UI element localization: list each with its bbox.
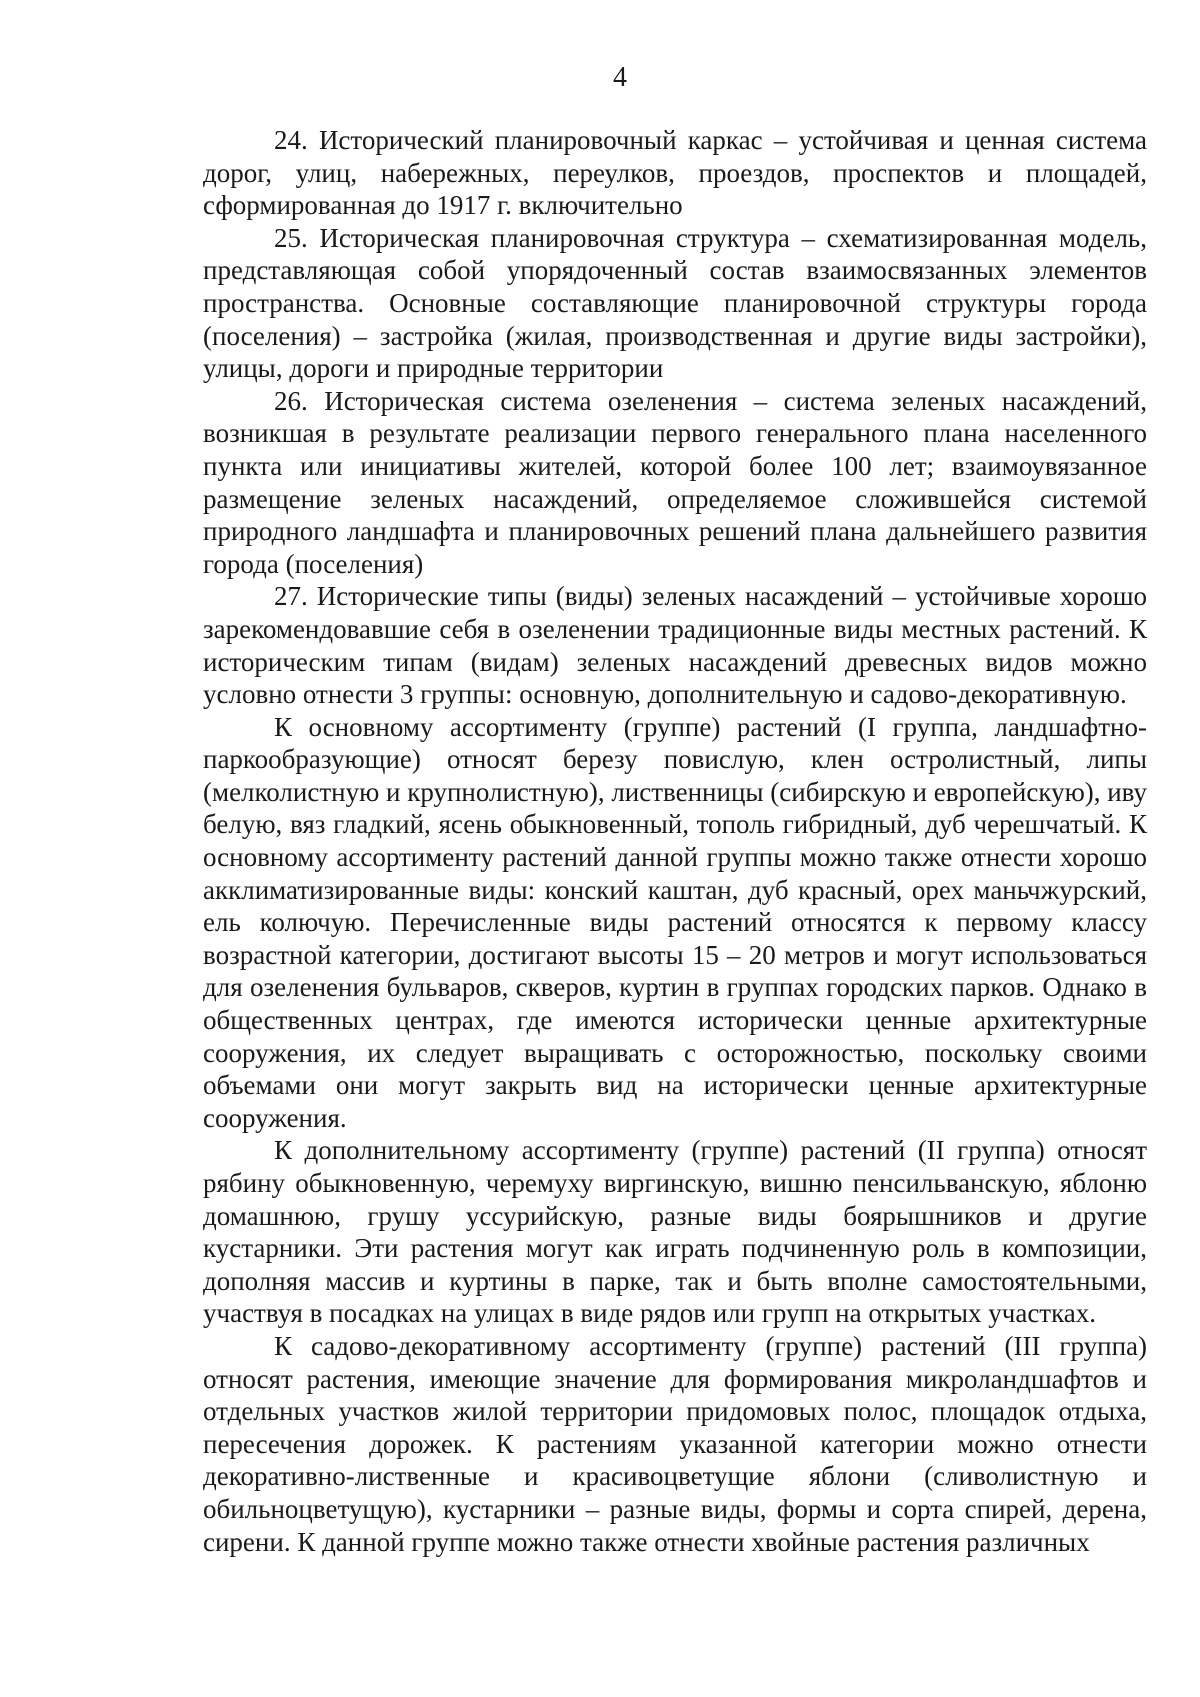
document-body (203, 124, 1147, 1558)
paragraph-group-2: К дополнительному ассортименту (группе) растений (II группа) относят рябину обыкновенную, черемуху виргинскую, вишню пенсильванскую, яблоню домашнюю, грушу уссурийскую, разные виды боярышников и другие кустарники. Эти растения могут как играть подчиненную роль в композиции, дополняя массив и куртины в парке, так и быть вполне самостоятельными, участвуя в посадках на улицах в виде рядов или групп на открытых участках. (203, 1135, 1147, 1329)
paragraph-group-3: К садово-декоративному ассортименту (группе) растений (III группа) относят растения, имеющие значение для формирования микроландшафтов и отдельных участков жилой территории придомовых полос, площадок отдыха, пересечения дорожек. К растениям указанной категории можно отнести декоративно-лиственные и красивоцветущие яблони (сливолистную и обильноцветущую), кустарники – разные виды, формы и сорта спирей, дерена, сирени. К данной группе можно также отнести хвойные растения различных (203, 1330, 1147, 1557)
paragraph-27: 27. Исторические типы (виды) зеленых насаждений – устойчивые хорошо зарекомендовавшие себя в озеленении традиционные виды местных растений. К историческим типам (видам) зеленых насаждений древесных видов можно условно отнести 3 группы: основную, дополнительную и садово-декоративную. (203, 581, 1147, 710)
paragraph-group-1: К основному ассортименту (группе) растений (I группа, ландшафтно-паркообразующие) относят березу повислую, клен остролистный, липы (мелколистную и крупнолистную), лиственницы (сибирскую и европейскую), иву белую, вяз гладкий, ясень обыкновенный, тополь гибридный, дуб черешчатый. К основному ассортименту растений данной группы можно также отнести хорошо акклиматизированные виды: конский каштан, дуб красный, орех маньчжурский, ель колючую. Перечисленные виды растений относятся к первому классу возрастной категории, достигают высоты 15 – 20 метров и могут использоваться для озеленения бульваров, скверов, куртин в группах городских парков. Однако в общественных центрах, где имеются исторически ценные архитектурные сооружения, их следует выращивать с осторожностью, поскольку своими объемами они могут закрыть вид на исторически ценные архитектурные сооружения. (203, 711, 1148, 1133)
page-number: 4 (613, 62, 627, 93)
paragraph-24: 24. Исторический планировочный каркас – устойчивая и ценная система дорог, улиц, набережных, переулков, проездов, проспектов и площадей, сформированная до 1917 г. включительно (203, 125, 1147, 221)
paragraph-26: 26. Историческая система озеленения – система зеленых насаждений, возникшая в результате реализации первого генерального плана населенного пункта или инициативы жителей, которой более 100 лет; взаимоувязанное размещение зеленых насаждений, определяемое сложившейся системой природного ландшафта и планировочных решений плана дальнейшего развития города (поселения) (203, 385, 1147, 579)
paragraph-25: 25. Историческая планировочная структура – схематизированная модель, представляющая собой упорядоченный состав взаимосвязанных элементов пространства. Основные составляющие планировочной структуры города (поселения) – застройка (жилая, производственная и другие виды застройки), улицы, дороги и природные территории (203, 222, 1147, 384)
